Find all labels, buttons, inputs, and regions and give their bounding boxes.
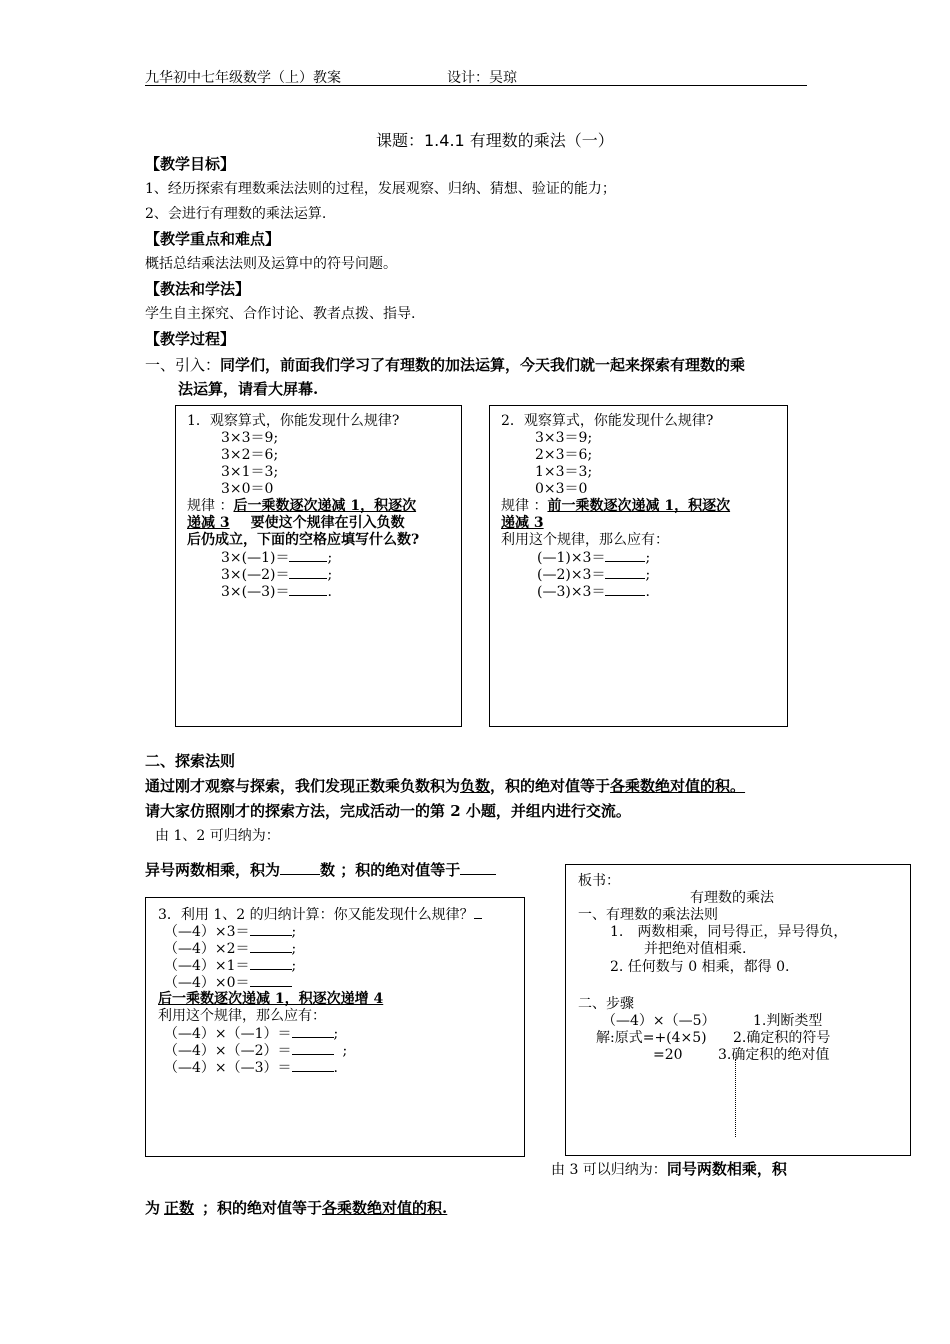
box1-rule-prefix: 规律 ： [187,498,234,514]
blackboard-box [565,864,911,1156]
box3-fill-3: （—4）×（—3）＝ . [164,1060,338,1076]
box1-rule-line-1 [187,498,416,515]
header-right: 设计：吴琼 [447,70,517,86]
answer-blank[interactable] [289,549,327,562]
box2-fill-2: (—2)×3＝ ; [537,567,651,583]
box2-rule-line-2: 递减 3 [501,515,544,531]
board-step-3: 3.确定积的绝对值 [718,1047,830,1063]
box1-fill-3: 3×(—3)＝ . [221,584,332,600]
activity-box-1 [175,405,462,727]
box2-fill-1: (—1)×3＝ ; [537,550,651,566]
box3-fill-2: （—4）×（—2）＝ ; [164,1043,348,1059]
goal-item-1: 1、经历探索有理数乘法法则的过程，发展观察、归纳、猜想、验证的能力； [145,181,616,197]
box1-question: 1．观察算式，你能发现什么规律? [187,413,400,429]
box1-rule-line-2 [187,515,405,532]
board-step-1: 1.判断类型 [753,1013,823,1029]
explore-line-1: 通过刚才观察与探索，我们发现正数乘负数积为负数，积的绝对值等于各乘数绝对值的积。 [145,777,746,795]
intro-line-1 [145,354,745,375]
keypoints-text: 概括总结乘法法则及运算中的符号问题。 [145,256,397,272]
board-title: 有理数的乘法 [690,890,774,906]
box1-fill-1: 3×(—1)＝ ; [221,550,333,566]
box2-rule-1: 前一乘数逐次递减 1，积逐次 [547,498,731,514]
answer-blank[interactable] [250,957,292,970]
box1-rule-2: 递减 3 [187,515,230,531]
answer-blank[interactable] [289,566,327,579]
box3-eq-3: （—4）×1＝ ; [164,958,297,974]
conclusion-line-2: 为 正数 ；积的绝对值等于各乘数绝对值的积. [145,1199,448,1217]
keypoints-heading: 【教学重点和难点】 [145,230,281,248]
box3-question: 3．利用 1、2 的归纳计算：你又能发现什么规律？ [158,906,482,924]
box3-eq-4: （—4）×0＝ [164,974,292,992]
activity-box-2 [489,405,788,727]
box3-eq-1: （—4）×3＝ ; [164,924,297,940]
box3-rule: 后一乘数逐次递减 1，积逐次递增 4 [158,991,384,1007]
box1-fill-2: 3×(—2)＝ ; [221,567,333,583]
box2-rule-line-1 [501,498,730,515]
answer-blank[interactable] [292,1059,334,1072]
box2-rule-prefix: 规律 ： [501,498,548,514]
explore-line-2: 请大家仿照刚才的探索方法，完成活动一的第 2 小题，并组内进行交流。 [145,802,631,820]
explore-heading: 二、探索法则 [145,752,236,770]
intro-prefix: 一、引入： [145,356,221,374]
box1-rule-1: 后一乘数逐次递减 1，积逐次 [233,498,417,514]
box1-eq-1: 3×3＝9; [221,430,279,446]
box2-question: 2．观察算式，你能发现什么规律? [501,413,714,429]
answer-blank[interactable] [292,1042,334,1055]
box2-eq-2: 2×3＝6; [535,447,593,463]
box1-eq-2: 3×2＝6; [221,447,279,463]
dotted-guide-line [735,1059,736,1137]
answer-blank[interactable] [605,549,645,562]
page-title: 课题：1.4.1 有理数的乘法（一） [376,131,614,150]
activity-box-3 [145,897,525,1157]
box2-eq-3: 1×3＝3; [535,464,593,480]
box3-eq-2: （—4）×2＝ ; [164,941,297,957]
goals-heading: 【教学目标】 [145,155,236,173]
board-rule-1a: 1. 两数相乘，同号得正，异号得负， [610,924,848,940]
box3-use: 利用这个规律，那么应有： [158,1008,326,1024]
answer-blank[interactable] [605,583,645,596]
board-rule-1b: 并把绝对值相乘. [644,941,747,957]
intro-line-2: 法运算，请看大屏幕. [178,380,319,398]
answer-blank[interactable] [289,583,327,596]
box1-eq-4: 3×0＝0 [221,481,274,497]
explore-line-3: 由 1、2 可归纳为： [155,828,280,844]
board-step-2: 2.确定积的符号 [733,1030,831,1046]
explore-line-4: 异号两数相乘，积为 数 ；积的绝对值等于 [145,859,496,880]
board-result: =20 [653,1047,683,1063]
answer-blank[interactable] [474,906,482,919]
board-section-1: 一、有理数的乘法法则 [578,907,718,923]
answer-blank[interactable] [250,923,292,936]
box2-use: 利用这个规律，那么应有： [501,532,669,548]
answer-blank[interactable] [250,940,292,953]
process-heading: 【教学过程】 [145,330,236,348]
box3-fill-1: （—4）×（—1）＝ ; [164,1026,339,1042]
board-label: 板书： [578,873,620,889]
box1-rule-line-3: 后仍成立，下面的空格应填写什么数? [187,532,420,548]
intro-text-1: 同学们，前面我们学习了有理数的加法运算，今天我们就一起来探索有理数的乘 [220,356,746,374]
answer-blank[interactable] [250,974,292,987]
board-rule-2: 2. 任何数与 0 相乘，都得 0. [610,959,790,975]
answer-blank[interactable] [605,566,645,579]
goal-item-2: 2、会进行有理数的乘法运算. [145,206,327,222]
header-rule [145,85,807,86]
box1-rule-3: 要使这个规律在引入负数 [250,515,405,531]
box2-eq-4: 0×3＝0 [535,481,588,497]
board-section-2: 二、步骤 [578,996,634,1012]
box2-fill-3: (—3)×3＝ . [537,584,650,600]
board-step-expr: （—4）×（—5） [602,1013,716,1029]
conclusion-line-1: 由 3 可以归纳为：同号两数相乘，积 [551,1160,787,1178]
board-solve: 解:原式=+(4×5) [596,1030,707,1046]
methods-text: 学生自主探究、合作讨论、教者点拨、指导. [145,306,416,322]
box1-eq-3: 3×1＝3; [221,464,279,480]
answer-blank[interactable] [460,862,496,875]
answer-blank[interactable] [292,1025,334,1038]
header-left: 九华初中七年级数学（上）教案 [145,70,341,86]
box2-eq-1: 3×3＝9; [535,430,593,446]
methods-heading: 【教法和学法】 [145,280,251,298]
answer-blank[interactable] [280,862,320,875]
